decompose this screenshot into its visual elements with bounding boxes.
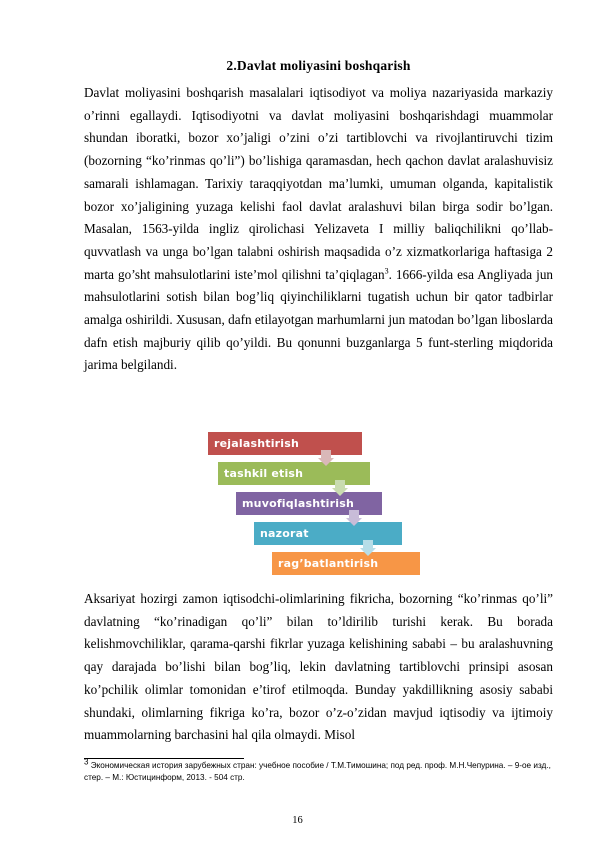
footnote xyxy=(84,757,553,784)
paragraph-1-text-b: . 1666-yilda esa Angliyada jun mahsulotlarini sotish bilan bog’liq qiyinchiliklarni tugatish uchun bir qator tadbirlar amalga oshirildi. Xususan, dafn etilayotgan marhumlarni jun matodan bo’lgan liboslarda dafn etish majburiy qilib qo’yildi. Bu qonunni buzganlarga 5 funt-sterling miqdorida jarima belgilandi. xyxy=(84,266,554,373)
section-heading: 2.Davlat moliyasini boshqarish xyxy=(226,58,411,73)
diagram-step-control: nazorat xyxy=(254,522,402,545)
paragraph-1 xyxy=(84,82,553,377)
page-number: 16 xyxy=(292,815,303,826)
footnote-marker: 3 xyxy=(84,757,89,767)
diagram-step-coordination: muvofiqlashtirish xyxy=(236,492,382,515)
paragraph-1-text-a: Davlat moliyasini boshqarish masalalari iqtisodiyot va moliya nazariyasida markaziy o’rinni egallaydi. Iqtisodiyotni va davlat moliyasini boshqarishdagi muammolar shundan iboratki, bozor xo’jaligi o’zini o’zi tartiblovchi va rivojlantiruvchi tizim (bozorning “ko’rinmas qo’li”) bo’lishiga qaramasdan, hech qachon davlat aralashuvisiz samarali ishlamagan. Tarixiy taraqqiyotdan ma’lumki, umuman olganda, kapitalistik bozor xo’jaligining yuzaga kelishi faol davlat aralashuvi bilan birga sodir bo’lgan. Masalan, 1563-yilda ingliz qirolichasi Yelizaveta I milliy baliqchilikni qo’llab-quvvatlash va unga bo’lgan talabni oshirish maqsadida o’z xizmatkorlariga haftasiga 2 marta go’sht mahsulotlarini iste’mol qilishni ta’qiqlagan xyxy=(84,85,553,282)
paragraph-2: Aksariyat hozirgi zamon iqtisodchi-olimlarining fikricha, bozorning “ko’rinmas qo’li” davlatning “ko’rinadigan qo’li” bilan to’ldirilib turishi kerak. Bu borada kelishmovchiliklar, qarama-qarshi fikrlar yuzaga kelishining sababi – bu aralashuvning qay darajada bo’lishi bilan bog’liq, lekin davlatning tartiblovchi prinsipi asosan ko’pchilik olimlar tomonidan e’tirof etilmoqda. Bunday yakdillikning asosiy sababi shundaki, olimlarning fikriga ko’ra, bozor o’z-o’zidan mavjud iqtisodiy va ijtimoiy muammolarning barchasini hal qila olmaydi. Misol xyxy=(84,591,553,743)
footnote-divider xyxy=(84,758,244,759)
management-functions-diagram xyxy=(206,432,422,578)
diagram-step-motivation: rag’batlantirish xyxy=(272,552,420,575)
diagram-step-planning: rejalashtirish xyxy=(208,432,362,455)
diagram-step-organizing: tashkil etish xyxy=(218,462,370,485)
footnote-text: Экономическая история зарубежных стран: учебное пособие / Т.М.Тимошина; под ред. проф. М.Н.Чепурина. – 9-ое изд., стер. – М.: Юстицинформ, 2013. - 504 стр. xyxy=(84,761,551,782)
footnote-reference[interactable]: 3 xyxy=(384,266,389,276)
